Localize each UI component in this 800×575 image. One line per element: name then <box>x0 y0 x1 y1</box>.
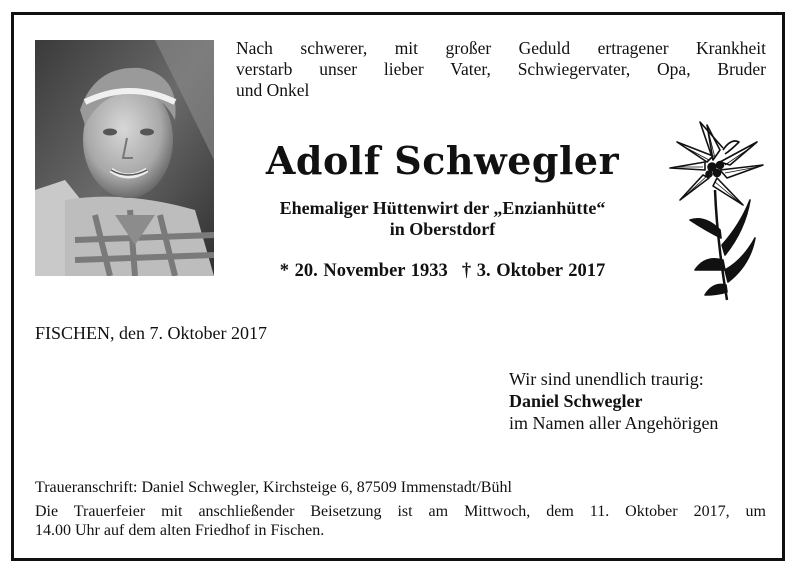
intro-line: und Onkel <box>236 80 310 100</box>
death-date: † 3. Oktober 2017 <box>461 261 606 281</box>
signature-block <box>509 368 718 434</box>
intro-text <box>236 38 766 101</box>
life-dates <box>225 261 660 282</box>
intro-line: Nach schwerer, mit großer Geduld ertragener Krankheit <box>236 38 766 58</box>
role-line: Ehemaliger Hüttenwirt der „Enzianhütte“ <box>279 198 606 218</box>
role-line: in Oberstdorf <box>389 219 496 239</box>
ceremony-info <box>35 502 766 540</box>
signature-line: im Namen aller Angehörigen <box>509 413 719 433</box>
mourning-address: Traueranschrift: Daniel Schwegler, Kirchsteige 6, 87509 Immenstadt/Bühl <box>35 479 512 496</box>
ceremony-line: 14.00 Uhr auf dem alten Friedhof in Fischen. <box>35 522 325 539</box>
intro-line: verstarb unser lieber Vater, Schwiegervater, Opa, Bruder <box>236 59 766 79</box>
place-and-date: FISCHEN, den 7. Oktober 2017 <box>35 323 267 343</box>
deceased-name: Adolf Schwegler <box>265 138 620 183</box>
signature-line: Wir sind unendlich traurig: <box>509 369 704 389</box>
role-text <box>225 198 660 240</box>
portrait-photo <box>35 40 214 276</box>
ceremony-line: Die Trauerfeier mit anschließender Beisetzung ist am Mittwoch, dem 11. Oktober 2017, um <box>35 503 766 520</box>
signature-name: Daniel Schwegler <box>509 391 643 411</box>
edelweiss-icon <box>665 120 770 305</box>
birth-date: * 20. November 1933 <box>279 261 448 281</box>
